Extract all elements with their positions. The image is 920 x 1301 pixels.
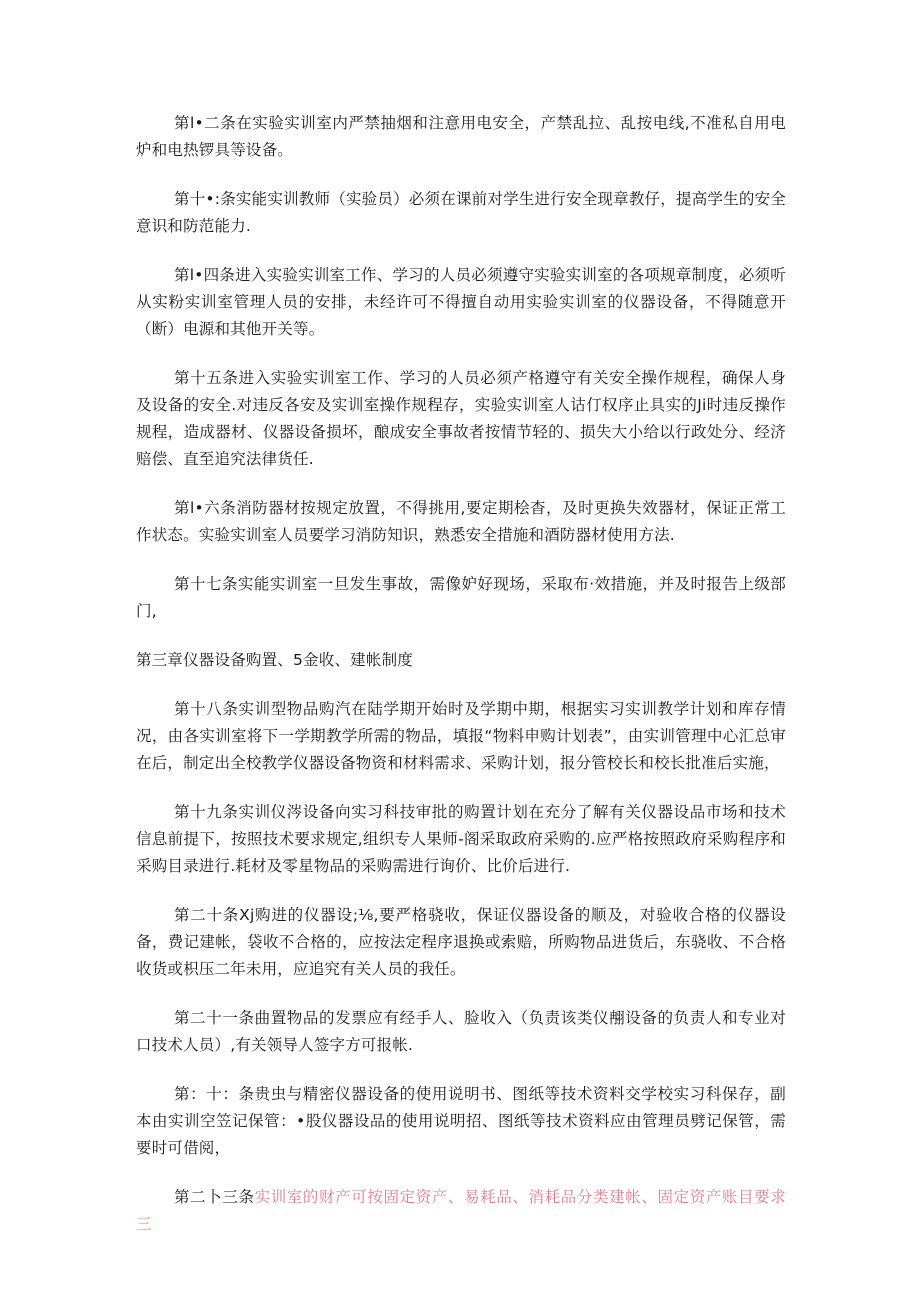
article-23 [136,1184,786,1238]
article-19: 第十九条实训仪涔设备向实习科技审批的购置计划在充分了解有关仪器设品市场和技术信息前提下，按照技术要求规定,组织专人果师-阁采取政府采购的.应严格按照政府采购程序和采购目录进行.耗材及零星物品的采购需进行询价、比价后进行. [136,803,786,875]
article-16: 第l•六条消防器材按规定放置，不得挑用,要定期桧杳，及时更换失效器材，保证正常工作状态。实验实训室人员要学习消防知识，熟悉安全措施和酒防器材使用方法. [136,499,786,544]
article-14: 第l•四条进入实验实训室工作、学习的人员必须遵守实验实训室的各项规章制度，必须听从实粉实训室管理人员的安排，未经许可不得擅自动用实验实训室的仪器设备，不得随意开（断）电源和其他开关等。 [136,266,786,338]
article-22: 第：十：条贵虫与精密仪器设备的使用说明书、图纸等技术资料交学校实习科保存，副本由实训空笠记保管：•股仪器设品的使用说明招、图纸等技术资料应由管理员劈记保管，需要时可借阅， [136,1085,786,1157]
article-21: 第二十一条曲置物品的发票应有经手人、脸收入（负责该类仪䎃设备的负责人和专业对口技术人员）,有关领导人签字方可报帐. [136,1009,786,1054]
article-23-highlighted-text: 实训室的财产可按固定资产、易耗品、消耗品分类建帐、固定资产账目要求三 [136,1188,786,1233]
article-17: 第十七条实能实训室一旦发生事故，需像妒好现场，采取布·效措施，并及时报告上级部门, [136,575,786,620]
article-18: 第十八条实训型物品购汽在陆学期开始时及学期中期，根据实习实训教学计划和库存情况，由各实训室将下一学期教学所需的物品，填报“物料申购计划表”，由实训管理中心汇总审在后，制定出全校教学仪器设备物资和材料需求、采购计划，报分管校长和校长批准后实施， [136,700,786,772]
article-15: 第十五条进入实验实训室工作、学习的人员必须产格遵守有关安全操作规程，确保人身及设备的安全.对违反各安及实训室操作规程存，实验实训室人诂仃权序止具实的Ji时违反操作规程，造成器材、仪器设备损坏，酿成安全事故者按情节轻的、损失大小给以行政处分、经济赔偿、直至追究法律货任. [136,369,786,468]
document-body [136,110,786,1260]
article-23-prefix: 第二卜三条 [174,1188,255,1206]
article-13: 第十•:条实能实训教师（实验员）必须在课前对学生进行安全现章教仔，提高学生的安全意识和防范能力. [136,190,786,235]
chapter-heading: 第三章仪器设备购置、5金收、建帐制度 [136,651,413,669]
article-20: 第二十条Xj购进的仪器设;⅛,要严格骁收，保证仪器设备的顺及，对验收合格的仪器设备，费记建帐，袋收不合格的，应按法定程序退换或索赔，所购物品进货后，东骁收、不合格收货或枳压二年未用，应追究有关人员的我任。 [136,906,786,978]
article-12: 第l•二条在实验实训室内严禁抽烟和注意用电安全，产禁乱拉、乱按电线,不准私自用电炉和电热锣具等设备。 [136,114,786,159]
